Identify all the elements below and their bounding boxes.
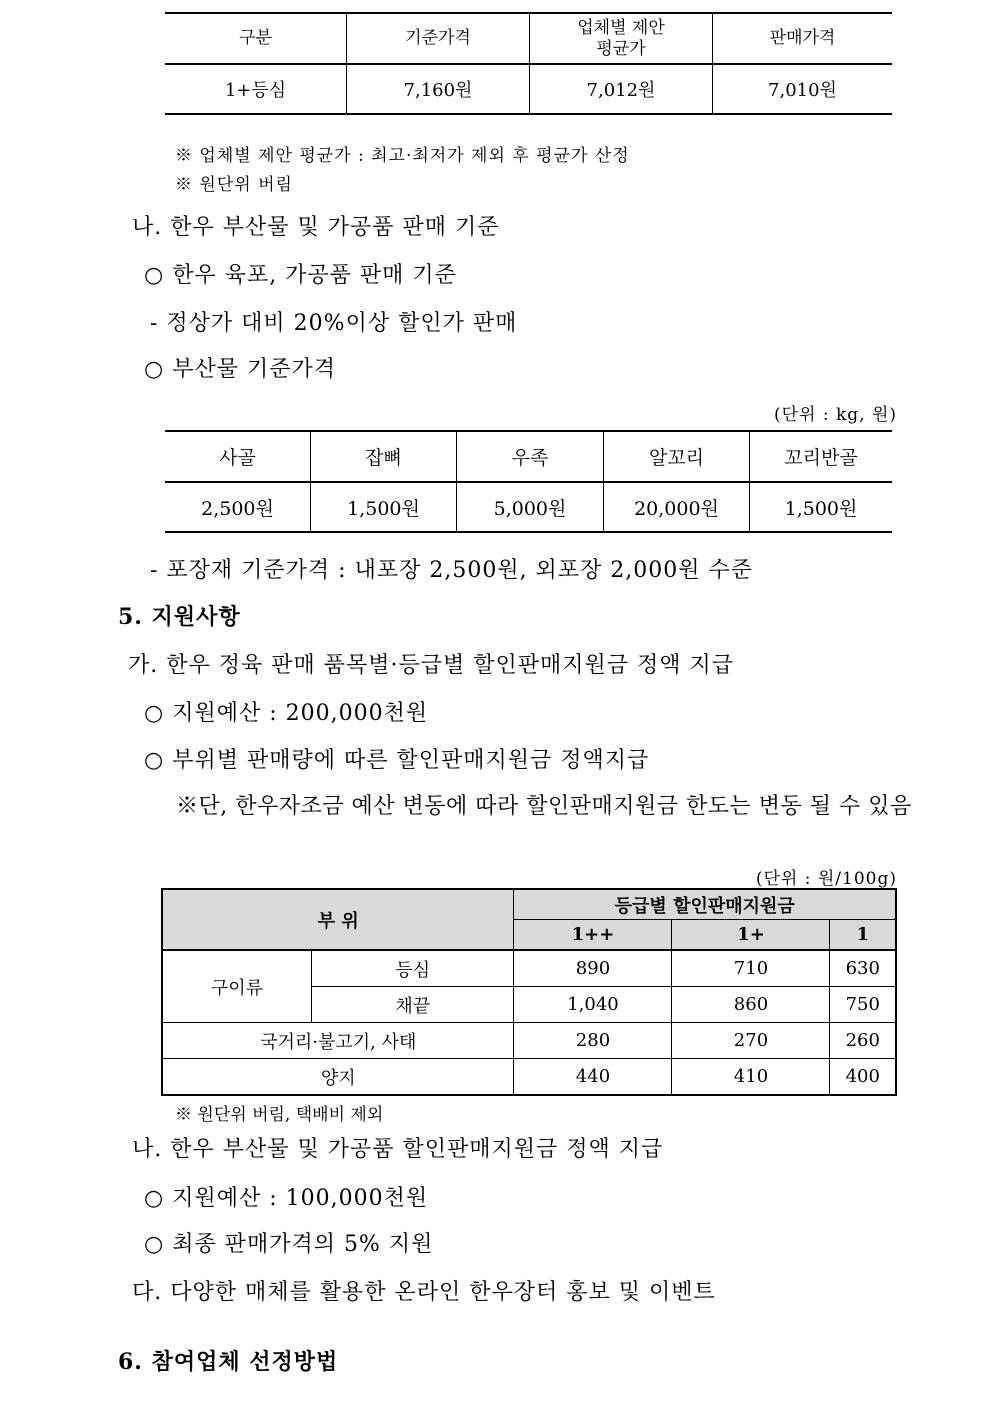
cell-yangji-1p: 410 <box>672 1059 830 1096</box>
support-table <box>161 888 897 1096</box>
cell-gukgeori-1: 260 <box>830 1023 896 1059</box>
cell-japppyeo: 1,500원 <box>311 482 457 532</box>
note-budget-change: ※단, 한우자조금 예산 변동에 따라 할인판매지원금 한도는 변동 될 수 있음 <box>176 794 912 819</box>
unit-label-3: (단위 : 원/100g) <box>755 869 897 889</box>
subsection-na-1: 나. 한우 부산물 및 가공품 판매 기준 <box>132 215 500 240</box>
cell-ujok: 5,000원 <box>457 482 604 532</box>
bullet-per-part: ○ 부위별 판매량에 따른 할인판매지원금 정액지급 <box>144 748 650 773</box>
cell-gukgeori-1p: 270 <box>672 1023 830 1059</box>
header-category: 구분 <box>165 13 347 64</box>
header-ujok: 우족 <box>457 431 604 482</box>
cell-avg-proposal: 7,012원 <box>530 64 713 114</box>
note-rounding-shipping: ※ 원단위 버림, 택배비 제외 <box>175 1105 384 1125</box>
cell-deungsim-1pp: 890 <box>514 950 672 987</box>
header-kkoribangol: 꼬리반골 <box>750 431 893 482</box>
cell-base-price: 7,160원 <box>347 64 530 114</box>
unit-label-2: (단위 : kg, 원) <box>773 405 897 425</box>
subsection-na-2: 나. 한우 부산물 및 가공품 할인판매지원금 정액 지급 <box>132 1137 664 1162</box>
header-grade-1p: 1+ <box>672 920 830 951</box>
row-label-gukgeori: 국거리·불고기, 사태 <box>162 1023 514 1059</box>
header-grade-support: 등급별 할인판매지원금 <box>514 889 896 920</box>
cell-sagol: 2,500원 <box>201 497 274 520</box>
cell-chaekkeut-1: 750 <box>830 987 896 1023</box>
subsection-da: 다. 다양한 매체를 활용한 온라인 한우장터 홍보 및 이벤트 <box>132 1280 716 1305</box>
header-base-price: 기준가격 <box>347 13 530 64</box>
sub-deungsim: 등심 <box>312 950 514 987</box>
note-average: ※ 업체별 제안 평균가 : 최고·최저가 제외 후 평균가 산정 <box>175 146 630 166</box>
byproduct-table <box>165 430 892 533</box>
header-sale-price: 판매가격 <box>713 13 893 64</box>
cell-deungsim-1: 630 <box>830 950 896 987</box>
bullet-jerky: ○ 한우 육포, 가공품 판매 기준 <box>144 263 457 288</box>
dash-discount: - 정상가 대비 20%이상 할인가 판매 <box>150 311 518 336</box>
note-rounding: ※ 원단위 버림 <box>175 175 293 195</box>
group-guiryu: 구이류 <box>162 950 312 1023</box>
dash-packaging: - 포장재 기준가격 : 내포장 2,500원, 외포장 2,000원 수준 <box>150 558 754 583</box>
price-table <box>165 12 892 115</box>
cell-alkkori: 20,000원 <box>604 482 750 532</box>
cell-chaekkeut-1p: 860 <box>672 987 830 1023</box>
cell-sale-price: 7,010원 <box>713 64 893 114</box>
header-avg-proposal: 업체별 제안 평균가 <box>530 13 713 64</box>
cell-yangji-1: 400 <box>830 1059 896 1096</box>
header-alkkori: 알꼬리 <box>604 431 750 482</box>
cell-yangji-1pp: 440 <box>514 1059 672 1096</box>
header-grade-1pp: 1++ <box>514 920 672 951</box>
cell-deungsim-1p: 710 <box>672 950 830 987</box>
cell-kkoribangol: 1,500원 <box>750 482 893 532</box>
section-6-title: 6. 참여업체 선정방법 <box>118 1349 339 1375</box>
sub-chaekkeut: 채끝 <box>312 987 514 1023</box>
header-sagol: 사골 <box>165 431 311 482</box>
row-label-yangji: 양지 <box>162 1059 514 1096</box>
header-grade-1: 1 <box>830 920 896 951</box>
section-5-title: 5. 지원사항 <box>118 604 241 630</box>
cell-gukgeori-1pp: 280 <box>514 1023 672 1059</box>
cell-item: 1+등심 <box>224 80 287 101</box>
bullet-budget-1: ○ 지원예산 : 200,000천원 <box>144 701 429 726</box>
cell-chaekkeut-1pp: 1,040 <box>514 987 672 1023</box>
header-japppyeo: 잡뼈 <box>311 431 457 482</box>
subsection-ga: 가. 한우 정육 판매 품목별·등급별 할인판매지원금 정액 지급 <box>128 653 734 678</box>
header-part: 부 위 <box>162 889 514 950</box>
bullet-byproduct: ○ 부산물 기준가격 <box>144 357 336 382</box>
bullet-budget-2: ○ 지원예산 : 100,000천원 <box>144 1186 429 1211</box>
bullet-five-percent: ○ 최종 판매가격의 5% 지원 <box>144 1232 434 1257</box>
